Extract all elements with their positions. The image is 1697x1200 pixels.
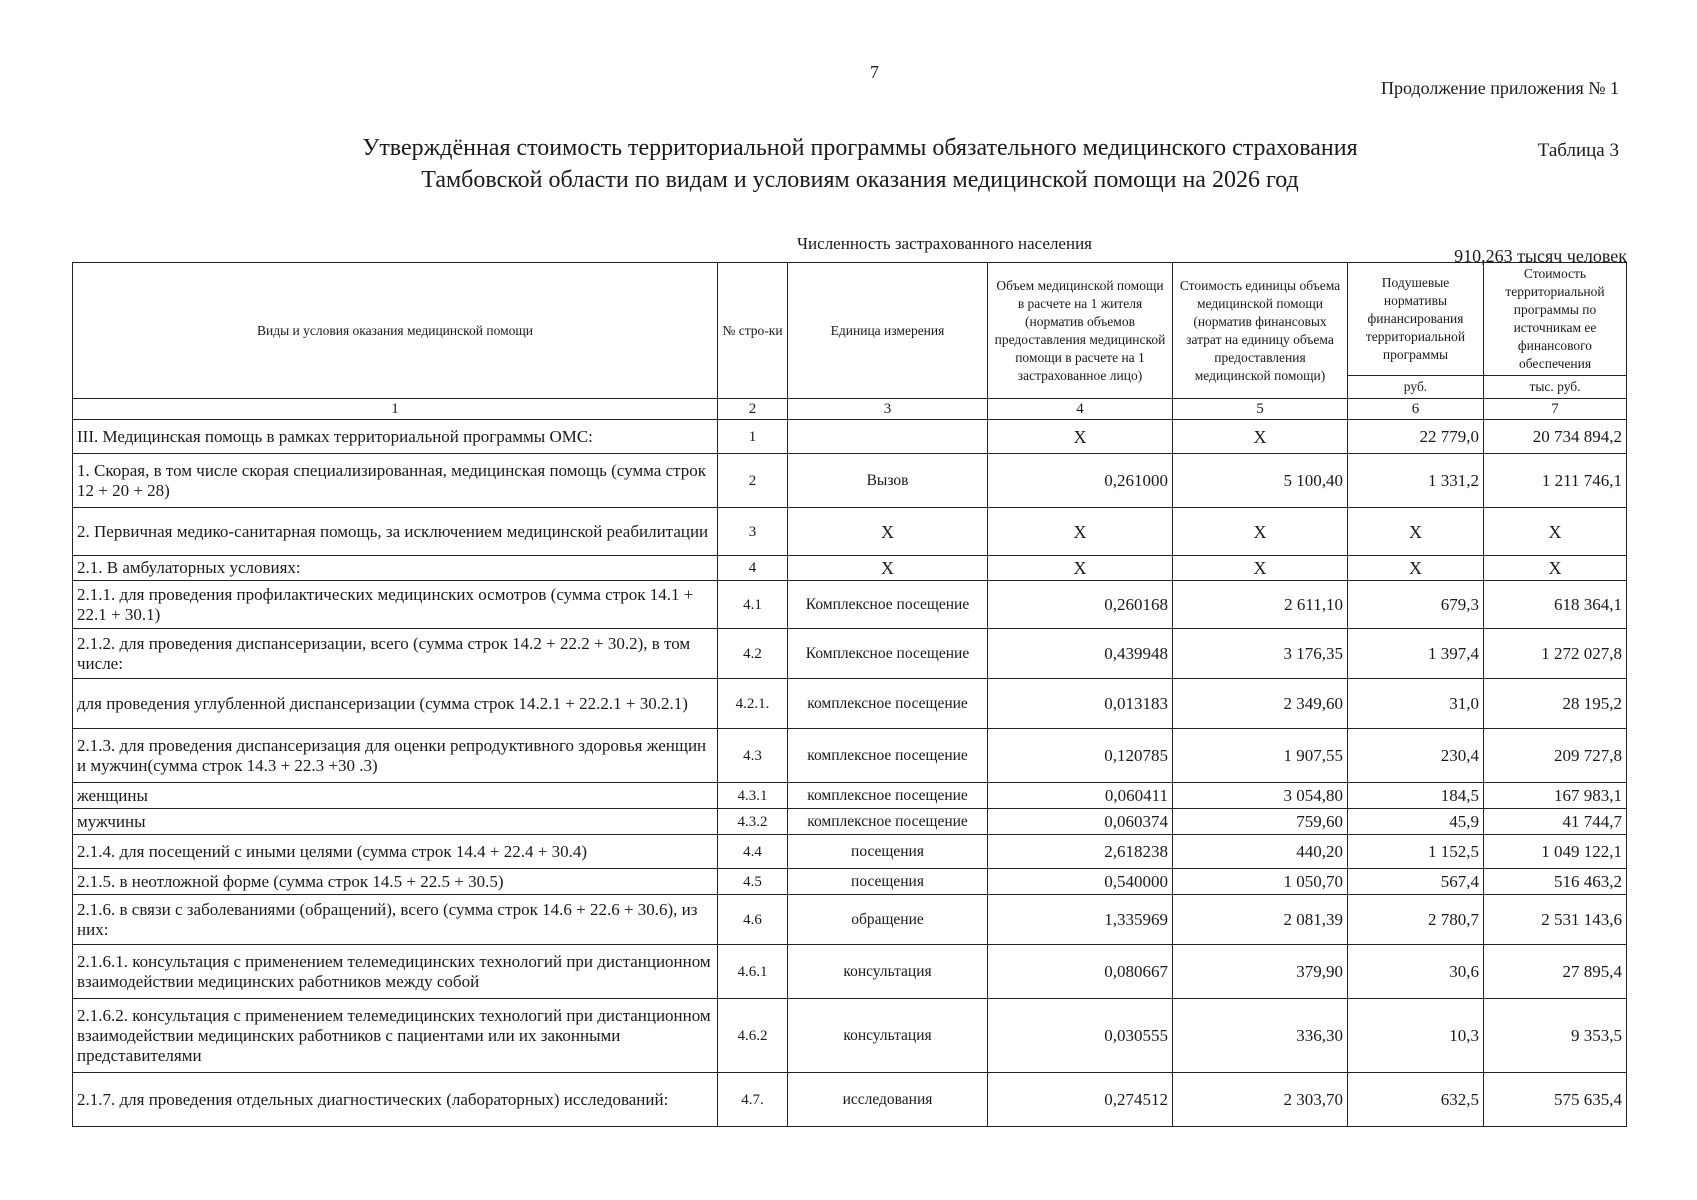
row-volume: 0,013183: [988, 679, 1173, 729]
row-line: 4.6.1: [718, 945, 788, 999]
row-line: 2: [718, 454, 788, 508]
row-name: 2.1.6.2. консультация с применением телемедицинских технологий при дистанционном взаимодействии медицинских работников с пациентами или их законными представителями: [73, 999, 718, 1073]
table-row: [73, 999, 1627, 1073]
row-total: 618 364,1: [1484, 581, 1627, 629]
row-unit: комплексное посещение: [788, 679, 988, 729]
row-total: 41 744,7: [1484, 809, 1627, 835]
row-line: 4.5: [718, 869, 788, 895]
row-percap: 22 779,0: [1348, 420, 1484, 454]
row-line: 3: [718, 508, 788, 556]
row-volume: 0,274512: [988, 1073, 1173, 1127]
header-volume: Объем медицинской помощи в расчете на 1 жителя (норматив объемов предоставления медицинской помощи в расчете на 1 застрахованное лицо): [988, 263, 1173, 399]
table-row: [73, 679, 1627, 729]
row-name: для проведения углубленной диспансеризации (сумма строк 14.2.1 + 22.2.1 + 30.2.1): [73, 679, 718, 729]
row-unit: Комплексное посещение: [788, 581, 988, 629]
row-total: 575 635,4: [1484, 1073, 1627, 1127]
row-line: 4.3.2: [718, 809, 788, 835]
row-unit: консультация: [788, 945, 988, 999]
row-cost: 2 349,60: [1173, 679, 1348, 729]
row-percap: 1 152,5: [1348, 835, 1484, 869]
column-number: 1: [73, 399, 718, 420]
column-number: 3: [788, 399, 988, 420]
row-percap: 567,4: [1348, 869, 1484, 895]
row-unit: комплексное посещение: [788, 783, 988, 809]
row-total: 209 727,8: [1484, 729, 1627, 783]
row-name: 2.1.4. для посещений с иными целями (сумма строк 14.4 + 22.4 + 30.4): [73, 835, 718, 869]
table-row: [73, 1073, 1627, 1127]
row-name: 2.1.3. для проведения диспансеризация для оценки репродуктивного здоровья женщин и мужчин(сумма строк 14.3 + 22.3 +30 .3): [73, 729, 718, 783]
row-cost: 759,60: [1173, 809, 1348, 835]
row-unit: Х: [788, 508, 988, 556]
row-cost: 3 054,80: [1173, 783, 1348, 809]
row-percap: 679,3: [1348, 581, 1484, 629]
table-row: [73, 454, 1627, 508]
row-unit: консультация: [788, 999, 988, 1073]
table-row: [73, 729, 1627, 783]
population-value: 910,263 тысяч человек: [1454, 246, 1627, 266]
row-percap: 45,9: [1348, 809, 1484, 835]
row-volume: 0,439948: [988, 629, 1173, 679]
row-volume: 0,060411: [988, 783, 1173, 809]
table-label: Таблица 3: [1537, 140, 1619, 161]
row-unit: исследования: [788, 1073, 988, 1127]
header-name: Виды и условия оказания медицинской помощи: [73, 263, 718, 399]
document-title: [330, 132, 1390, 196]
row-name: 2.1.7. для проведения отдельных диагностических (лабораторных) исследований:: [73, 1073, 718, 1127]
row-line: 4.7.: [718, 1073, 788, 1127]
row-line: 4.2.1.: [718, 679, 788, 729]
row-percap: 30,6: [1348, 945, 1484, 999]
row-cost: 3 176,35: [1173, 629, 1348, 679]
row-percap: Х: [1348, 556, 1484, 581]
title-line-2: Тамбовской области по видам и условиям оказания медицинской помощи на 2026 год: [421, 167, 1299, 193]
row-volume: Х: [988, 508, 1173, 556]
row-total: 28 195,2: [1484, 679, 1627, 729]
row-total: 27 895,4: [1484, 945, 1627, 999]
column-number: 7: [1484, 399, 1627, 420]
header-line: № стро-ки: [718, 263, 788, 399]
row-cost: 2 081,39: [1173, 895, 1348, 945]
row-cost: Х: [1173, 556, 1348, 581]
row-cost: Х: [1173, 420, 1348, 454]
row-line: 4.3.1: [718, 783, 788, 809]
table-row: [73, 945, 1627, 999]
row-line: 4.4: [718, 835, 788, 869]
row-percap: 31,0: [1348, 679, 1484, 729]
table-row: [73, 869, 1627, 895]
cost-table: [72, 262, 1627, 1127]
row-volume: 0,080667: [988, 945, 1173, 999]
header-total-unit: тыс. руб.: [1484, 376, 1627, 399]
row-volume: 0,060374: [988, 809, 1173, 835]
table-row: [73, 809, 1627, 835]
row-percap: 2 780,7: [1348, 895, 1484, 945]
row-cost: 2 611,10: [1173, 581, 1348, 629]
row-total: 2 531 143,6: [1484, 895, 1627, 945]
row-line: 1: [718, 420, 788, 454]
row-name: 1. Скорая, в том числе скорая специализированная, медицинская помощь (сумма строк 12 + 20 + 28): [73, 454, 718, 508]
header-unit: Единица измерения: [788, 263, 988, 399]
row-unit: посещения: [788, 835, 988, 869]
row-cost: 440,20: [1173, 835, 1348, 869]
column-number: 4: [988, 399, 1173, 420]
row-unit: комплексное посещение: [788, 809, 988, 835]
row-volume: 0,261000: [988, 454, 1173, 508]
row-percap: 1 331,2: [1348, 454, 1484, 508]
row-unit: Х: [788, 556, 988, 581]
row-unit: комплексное посещение: [788, 729, 988, 783]
row-unit: обращение: [788, 895, 988, 945]
row-line: 4: [718, 556, 788, 581]
row-percap: 632,5: [1348, 1073, 1484, 1127]
row-name: 2.1.2. для проведения диспансеризации, всего (сумма строк 14.2 + 22.2 + 30.2), в том числе:: [73, 629, 718, 679]
column-number-row: [73, 399, 1627, 420]
table-row: [73, 783, 1627, 809]
row-percap: 1 397,4: [1348, 629, 1484, 679]
row-name: 2.1.6. в связи с заболеваниями (обращений), всего (сумма строк 14.6 + 22.6 + 30.6), из них:: [73, 895, 718, 945]
row-volume: Х: [988, 420, 1173, 454]
row-volume: 0,260168: [988, 581, 1173, 629]
row-name: мужчины: [73, 809, 718, 835]
row-volume: 0,120785: [988, 729, 1173, 783]
table-row: [73, 420, 1627, 454]
row-line: 4.6.2: [718, 999, 788, 1073]
row-total: Х: [1484, 556, 1627, 581]
row-name: 2.1. В амбулаторных условиях:: [73, 556, 718, 581]
row-volume: 0,030555: [988, 999, 1173, 1073]
row-cost: 1 907,55: [1173, 729, 1348, 783]
table-row: [73, 835, 1627, 869]
row-volume: 0,540000: [988, 869, 1173, 895]
continuation-note: Продолжение приложения № 1: [1380, 78, 1619, 98]
page-number: 7: [870, 62, 879, 82]
table-row: [73, 556, 1627, 581]
header-cost: Стоимость единицы объема медицинской помощи (норматив финансовых затрат на единицу объема предоставления медицинской помощи): [1173, 263, 1348, 399]
row-name: III. Медицинская помощь в рамках территориальной программы ОМС:: [73, 420, 718, 454]
row-volume: 1,335969: [988, 895, 1173, 945]
row-line: 4.1: [718, 581, 788, 629]
row-total: 516 463,2: [1484, 869, 1627, 895]
row-volume: Х: [988, 556, 1173, 581]
title-line-1: Утверждённая стоимость территориальной программы обязательного медицинского страхования: [362, 135, 1358, 161]
row-total: 1 211 746,1: [1484, 454, 1627, 508]
row-total: 1 272 027,8: [1484, 629, 1627, 679]
row-total: 9 353,5: [1484, 999, 1627, 1073]
row-name: 2. Первичная медико-санитарная помощь, за исключением медицинской реабилитации: [73, 508, 718, 556]
row-unit: Комплексное посещение: [788, 629, 988, 679]
row-percap: 184,5: [1348, 783, 1484, 809]
row-total: 167 983,1: [1484, 783, 1627, 809]
row-line: 4.2: [718, 629, 788, 679]
row-total: Х: [1484, 508, 1627, 556]
row-percap: Х: [1348, 508, 1484, 556]
row-unit: посещения: [788, 869, 988, 895]
row-name: 2.1.1. для проведения профилактических медицинских осмотров (сумма строк 14.1 + 22.1 + 30.1): [73, 581, 718, 629]
row-name: 2.1.5. в неотложной форме (сумма строк 14.5 + 22.5 + 30.5): [73, 869, 718, 895]
header-row: [73, 263, 1627, 376]
row-name: женщины: [73, 783, 718, 809]
header-total: Стоимость территориальной программы по источникам ее финансового обеспечения: [1484, 263, 1627, 376]
row-percap: 230,4: [1348, 729, 1484, 783]
header-percap: Подушевые нормативы финансирования территориальной программы: [1348, 263, 1484, 376]
row-cost: 336,30: [1173, 999, 1348, 1073]
row-percap: 10,3: [1348, 999, 1484, 1073]
row-unit: Вызов: [788, 454, 988, 508]
table-row: [73, 629, 1627, 679]
row-line: 4.6: [718, 895, 788, 945]
column-number: 5: [1173, 399, 1348, 420]
column-number: 6: [1348, 399, 1484, 420]
row-volume: 2,618238: [988, 835, 1173, 869]
row-total: 20 734 894,2: [1484, 420, 1627, 454]
row-cost: 2 303,70: [1173, 1073, 1348, 1127]
row-cost: 379,90: [1173, 945, 1348, 999]
row-total: 1 049 122,1: [1484, 835, 1627, 869]
row-cost: 1 050,70: [1173, 869, 1348, 895]
row-name: 2.1.6.1. консультация с применением телемедицинских технологий при дистанционном взаимодействии медицинских работников между собой: [73, 945, 718, 999]
table-row: [73, 508, 1627, 556]
row-line: 4.3: [718, 729, 788, 783]
row-unit: [788, 420, 988, 454]
population-label: Численность застрахованного населения: [797, 234, 1092, 253]
table-row: [73, 895, 1627, 945]
row-cost: 5 100,40: [1173, 454, 1348, 508]
table-row: [73, 581, 1627, 629]
column-number: 2: [718, 399, 788, 420]
row-cost: Х: [1173, 508, 1348, 556]
header-percap-unit: руб.: [1348, 376, 1484, 399]
